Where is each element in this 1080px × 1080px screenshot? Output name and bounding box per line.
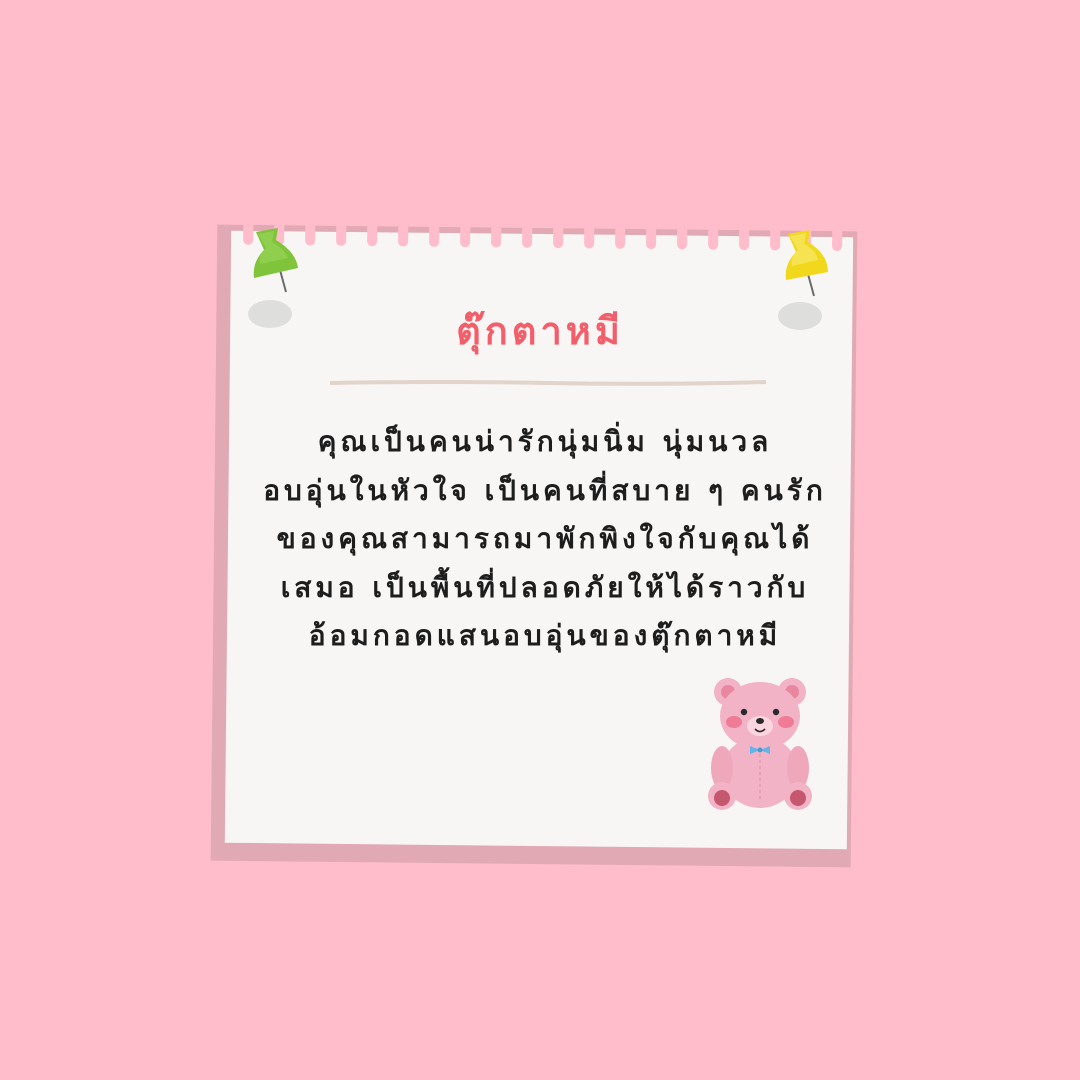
binding-hole [305,220,315,246]
title-divider [330,378,766,388]
body-line: ของคุณสามารถมาพักพิงใจกับคุณได้ [276,522,814,555]
body-line: อ้อมกอดแสนอบอุ่นของตุ๊กตาหมี [308,619,782,652]
binding-hole [336,220,346,246]
page-title: ตุ๊กตาหมี [456,309,624,353]
binding-hole [522,222,532,248]
binding-hole [553,222,563,248]
binding-hole [708,224,718,250]
binding-hole [615,223,625,249]
binding-hole [677,223,687,249]
binding-hole [398,221,408,247]
teddy-bear-icon [700,672,820,814]
body-line: อบอุ่นในหัวใจ เป็นคนที่สบาย ๆ คนรัก [263,473,827,507]
binding-hole [739,224,749,250]
binding-hole [429,221,439,247]
binding-hole [584,222,594,248]
binding-hole [367,220,377,246]
body-line: เสมอ เป็นพื้นที่ปลอดภัยให้ได้ราวกับ [280,570,810,604]
binding-hole [491,221,501,247]
binding-hole [460,221,470,247]
binding-hole [646,223,656,249]
note-body [245,418,845,661]
body-line: คุณเป็นคนน่ารักนุ่มนิ่ม นุ่มนวล [317,425,773,458]
